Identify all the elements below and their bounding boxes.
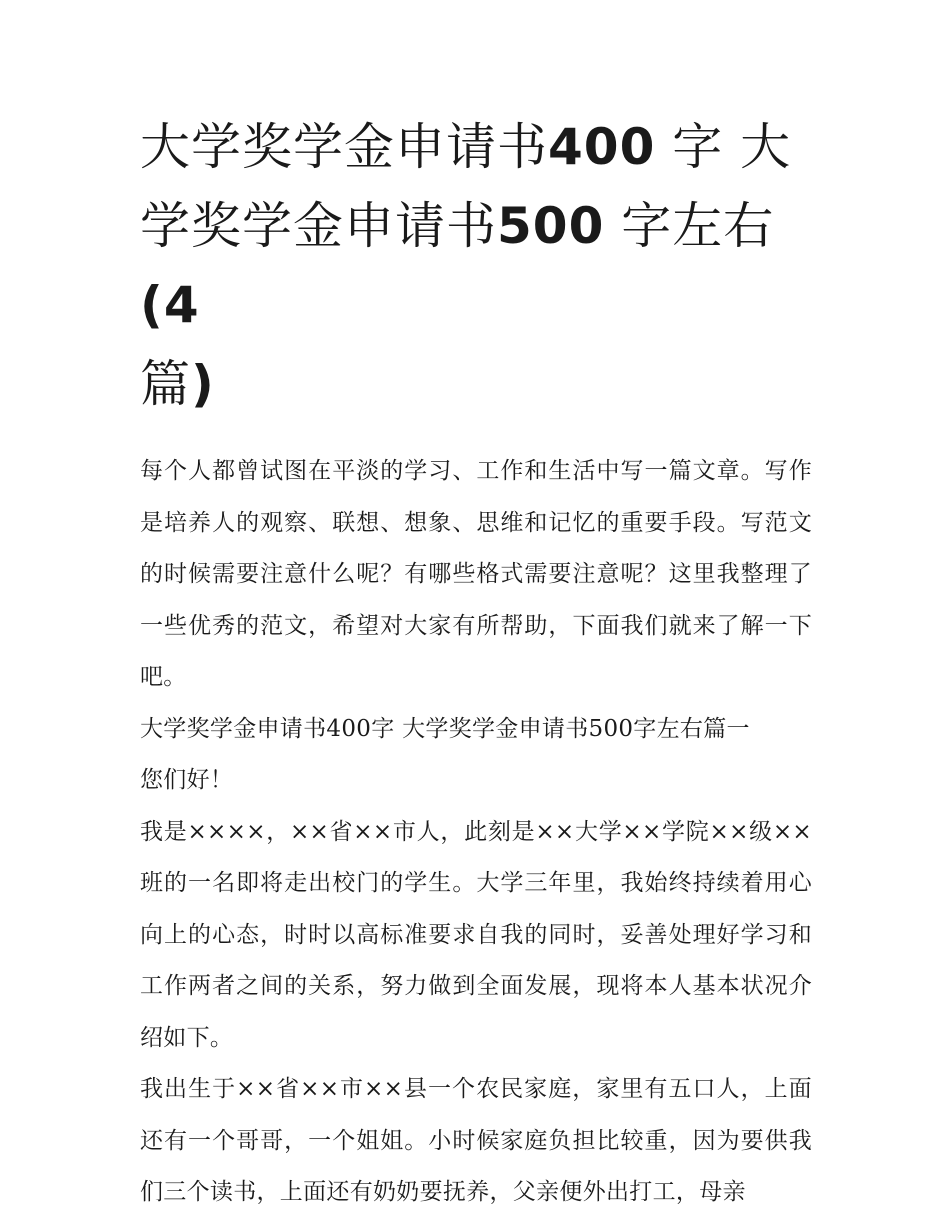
body-paragraph-family: 我出生于××省××市××县一个农民家庭，家里有五口人，上面还有一个哥哥，一个姐姐。小时候家庭负担比较重，因为要供我们三个读书，上面还有奶奶要抚养，父亲便外出打工，母亲	[140, 1076, 812, 1205]
title-text-4: 篇	[140, 355, 191, 413]
section-heading: 大学奖学金申请书400字 大学奖学金申请书500字左右篇一	[140, 715, 750, 742]
title-number-1: 400	[548, 118, 656, 176]
document-body	[140, 446, 812, 1219]
body-paragraph-self-intro: 我是××××，××省××市人，此刻是××大学××学院××级××班的一名即将走出校门的学生。大学三年里，我始终持续着用心向上的心态，时时以高标准要求自我的同时，妥善处理好学习和工作两者之间的关系，努力做到全面发展，现将本人基本状况介绍如下。	[140, 818, 812, 1051]
document-title	[140, 108, 812, 424]
title-text-2: 字 大学奖学金申请书	[140, 118, 792, 255]
title-number-3: (4	[140, 276, 200, 334]
intro-paragraph: 每个人都曾试图在平淡的学习、工作和生活中写一篇文章。写作是培养人的观察、联想、想象、思维和记忆的重要手段。写范文的时候需要注意什么呢？有哪些格式需要注意呢？这里我整理了一些优秀的范文，希望对大家有所帮助，下面我们就来了解一下吧。	[140, 458, 812, 690]
salutation: 您们好！	[140, 767, 234, 793]
title-text-1: 大学奖学金申请书	[140, 118, 548, 176]
title-number-4: )	[191, 355, 215, 413]
title-number-2: 500	[497, 197, 605, 255]
title-text-3: 字左右	[621, 197, 775, 255]
